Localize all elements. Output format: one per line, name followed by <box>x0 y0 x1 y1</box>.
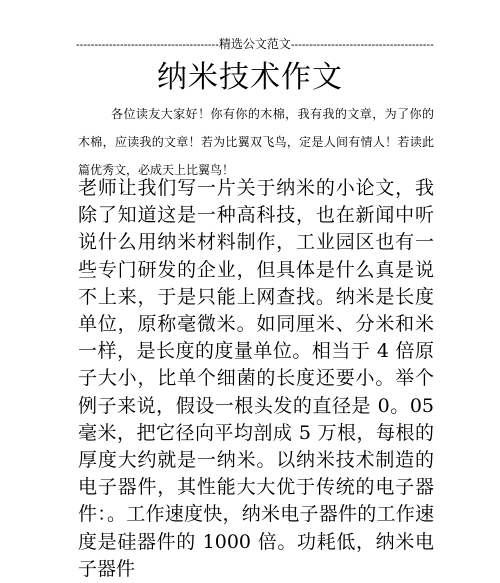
document-header <box>76 37 434 52</box>
header-label: 精选公文范文 <box>218 37 291 51</box>
header-dashes-left: --------------------------------------- <box>76 39 219 51</box>
header-dashes-right: --------------------------------------- <box>290 39 434 51</box>
intro-paragraph: 各位读友大家好！你有你的木棉，我有我的文章，为了你的木棉，应读我的文章！若为比翼双飞鸟，定是人间有情人！若读此篇优秀文，必成天上比翼鸟！ <box>78 107 434 177</box>
document-title: 纳米技术作文 <box>157 60 343 95</box>
body-paragraph: 老师让我们写一片关于纳米的小论文，我除了知道这是一种高科技，也在新闻中听说什么用纳米材料制作，工业园区也有一些专门研发的企业，但具体是什么真是说不上来，于是只能上网查找。纳米是长度单位，原称毫微米。如同厘米、分米和米一样，是长度的度量单位。相当于 4 倍原子大小，比单个细菌的长度还要小。举个例子来说，假设一根头发的直径是 0。05 毫米，把它径向平均剖成 5 万根，每根的厚度大约就是一纳米。以纳米技术制造的电子器件，其性能大大优于传统的电子器件：。工作速度快，纳米电子器件的工作速度是硅器件的 1000 倍。功耗低，纳米电子器件 <box>78 177 434 580</box>
